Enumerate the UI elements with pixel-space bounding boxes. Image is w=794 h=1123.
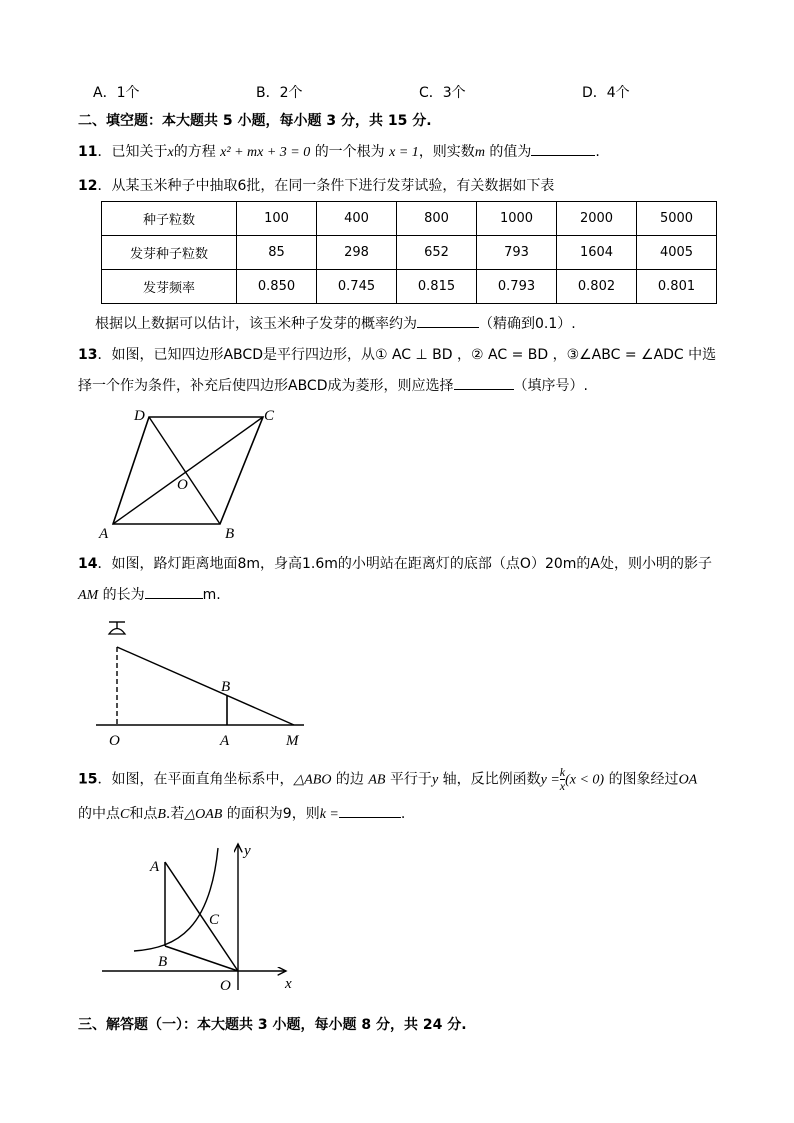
label-c: C: [209, 912, 220, 928]
label-o: O: [177, 477, 188, 493]
question-14-line1: [78, 553, 712, 573]
q15-text-11: .若: [165, 806, 185, 822]
label-a: A: [220, 733, 230, 749]
q10-option-b: B．2个: [256, 85, 303, 101]
table-cell: 0.801: [637, 270, 717, 304]
q12-number: 12: [78, 178, 98, 194]
q15-text-9: 的中点: [78, 806, 120, 822]
q11-var-x: x: [167, 145, 174, 160]
lamp-icon: [109, 629, 125, 635]
q15-answer-blank[interactable]: [339, 817, 401, 818]
q15-text-3: 的边: [335, 771, 364, 788]
table-cell: 1000: [477, 202, 557, 236]
section3-title: 三、解答题（一）：本大题共 3 小题，每小题 8 分，共 24 分.: [78, 1017, 467, 1033]
question-11: [78, 141, 600, 161]
question-12: [78, 175, 554, 195]
q15-end: .: [400, 806, 406, 822]
label-b: B: [225, 526, 235, 542]
q15-text-10: 和点: [129, 806, 158, 822]
q15-point-b: B: [157, 807, 166, 822]
q15-condition: (x < 0): [565, 772, 605, 788]
table-cell: 85: [237, 236, 317, 270]
light-ray: [117, 647, 294, 725]
table-cell: 0.802: [557, 270, 637, 304]
q14-number: 14: [78, 556, 98, 572]
q12-data-table: [101, 201, 717, 304]
table-cell: 652: [397, 236, 477, 270]
label-o: O: [220, 978, 231, 994]
q10-option-a: A．1个: [93, 85, 140, 101]
label-c: C: [264, 408, 275, 424]
q11-text-5: 的值为: [489, 144, 532, 160]
label-a: A: [99, 526, 109, 542]
q11-text-1: ．已知关于: [97, 144, 168, 160]
fraction-denominator: x: [559, 779, 566, 793]
label-y: y: [244, 843, 251, 859]
diagonal-bd: [149, 417, 220, 524]
q12-intro: ．从某玉米种子中抽取6批，在同一条件下进行发芽试验，有关数据如下表: [97, 178, 555, 194]
q13-text-1: ．如图，已知四边形ABCD是平行四边形，从① AC ⊥ BD ，② AC = BD ，③∠ABC = ∠ADC 中选: [97, 347, 717, 363]
q10-option-c: C．3个: [419, 85, 466, 101]
q15-triangle-oab: △OAB: [184, 807, 223, 822]
segment-oa: [165, 862, 238, 971]
q15-triangle-abo: △ABO: [293, 772, 332, 788]
q15-text-7: 轴，反比例函数: [442, 771, 541, 788]
q12-after-text-2: （精确到0.1）.: [479, 316, 576, 332]
table-cell: 4005: [637, 236, 717, 270]
q11-root: x = 1: [389, 145, 419, 160]
question-14-line2: [78, 584, 221, 604]
table-cell: 0.793: [477, 270, 557, 304]
q13-parallelogram-figure: [96, 402, 296, 542]
q11-equation: x² + mx + 3 = 0: [220, 145, 311, 160]
q15-number: 15: [78, 771, 98, 788]
q15-text-8: 的图象经过: [608, 771, 679, 788]
q14-answer-blank[interactable]: [145, 598, 203, 599]
label-d: D: [134, 408, 145, 424]
table-cell: 发芽种子粒数: [102, 236, 237, 270]
table-cell: 298: [317, 236, 397, 270]
q12-answer-line: [95, 313, 576, 333]
q11-var-m: m: [474, 145, 485, 160]
label-o: O: [109, 733, 120, 749]
question-15-line1: [78, 766, 697, 793]
q15-k-equals: k =: [319, 807, 339, 822]
segment-ob: [165, 946, 238, 971]
q15-text-12: 的面积为9，则: [226, 806, 320, 822]
q14-segment-am: AM: [78, 588, 99, 603]
table-cell: 2000: [557, 202, 637, 236]
question-13-line1: [78, 344, 716, 364]
q11-text-3: 的一个根为: [314, 144, 385, 160]
q11-text-2: 的方程: [173, 144, 216, 160]
q13-number: 13: [78, 347, 98, 363]
q12-after-text: 根据以上数据可以估计，该玉米种子发芽的概率约为: [95, 316, 417, 332]
label-a: A: [150, 859, 160, 875]
q11-end: .: [595, 144, 600, 160]
q15-segment-ab: AB: [368, 772, 386, 788]
label-m: M: [286, 733, 299, 749]
q10-option-d: D．4个: [582, 85, 630, 101]
table-row: [102, 270, 717, 304]
table-cell: 1604: [557, 236, 637, 270]
table-cell: 400: [317, 202, 397, 236]
label-b: B: [221, 679, 231, 695]
label-b: B: [158, 954, 168, 970]
q15-coordinate-figure: [98, 838, 308, 998]
table-cell: 793: [477, 236, 557, 270]
table-cell: 100: [237, 202, 317, 236]
fraction-numerator: k: [559, 765, 566, 779]
q13-answer-blank[interactable]: [454, 389, 514, 390]
table-row: [102, 236, 717, 270]
q11-answer-blank[interactable]: [531, 155, 595, 156]
table-cell: 800: [397, 202, 477, 236]
q15-point-c: C: [120, 807, 130, 822]
q14-unit: m.: [202, 587, 221, 603]
q13-text-2: 择一个作为条件，补充后使四边形ABCD成为菱形，则应选择: [78, 378, 454, 394]
q12-answer-blank[interactable]: [417, 327, 479, 328]
table-row: [102, 202, 717, 236]
table-cell: 5000: [637, 202, 717, 236]
q14-streetlight-figure: [90, 614, 315, 754]
q14-text-1: ．如图，路灯距离地面8m，身高1.6m的小明站在距离灯的底部（点O）20m的A处，则小明的影子: [97, 556, 712, 572]
table-cell: 0.815: [397, 270, 477, 304]
label-x: x: [285, 976, 292, 992]
table-cell: 0.745: [317, 270, 397, 304]
q14-text-2: 的长为: [102, 587, 145, 603]
table-cell: 种子粒数: [102, 202, 237, 236]
table-cell: 发芽频率: [102, 270, 237, 304]
q13-text-3: （填序号）.: [513, 378, 588, 394]
q11-text-4: ，则实数: [418, 144, 475, 160]
q15-text-5: 平行于: [389, 771, 432, 788]
question-13-line2: [78, 375, 588, 395]
table-cell: 0.850: [237, 270, 317, 304]
q15-segment-oa: OA: [678, 772, 698, 788]
section2-title: 二、填空题：本大题共 5 小题，每小题 3 分，共 15 分.: [78, 113, 432, 129]
q15-var-y: y: [431, 772, 439, 788]
question-15-line2: [78, 803, 405, 823]
hyperbola-curve: [134, 848, 218, 951]
q15-text-1: ．如图，在平面直角坐标系中，: [97, 771, 294, 788]
q15-func-lhs: y =: [540, 772, 560, 788]
diagonal-ac: [113, 417, 263, 524]
q11-number: 11: [78, 144, 98, 160]
